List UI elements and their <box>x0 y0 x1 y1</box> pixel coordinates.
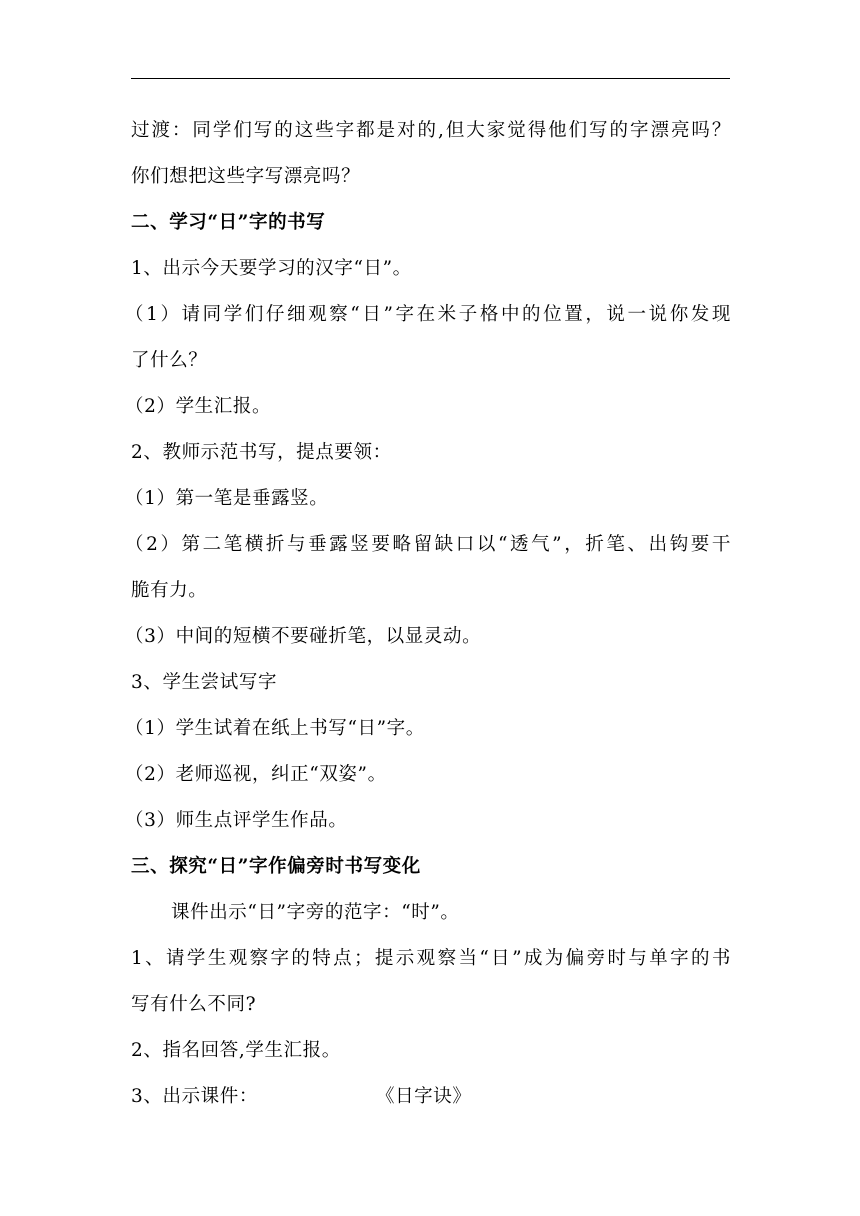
task-3-title: 《日字诀》 <box>375 1086 472 1107</box>
step-3-item-1: （1）学生试着在纸上书写“日”字。 <box>125 718 425 739</box>
transition-paragraph-line-1: 过渡：同学们写的这些字都是对的,但大家觉得他们写的字漂亮吗？ <box>131 120 731 141</box>
step-2-item-1: （1）第一笔是垂露竖。 <box>125 488 329 509</box>
step-1-item-1-line-2: 了什么？ <box>131 350 208 371</box>
task-3 <box>131 1074 731 1120</box>
step-1-title: 1、出示今天要学习的汉字“日”。 <box>131 258 412 279</box>
task-2: 2、指名回答,学生汇报。 <box>131 1040 341 1061</box>
step-2-item-2-line-1: （2）第二笔横折与垂露竖要略留缺口以“透气”，折笔、出钩要干 <box>125 534 731 555</box>
task-1-line-2: 写有什么不同? <box>131 994 257 1015</box>
step-3-item-3: （3）师生点评学生作品。 <box>125 810 348 831</box>
document-body <box>125 108 731 1120</box>
step-2-item-2-line-2: 脆有力。 <box>131 580 208 601</box>
step-3-item-2: （2）老师巡视，纠正“双姿”。 <box>125 764 387 785</box>
task-3-label: 3、出示课件： <box>131 1086 258 1107</box>
step-2-title: 2、教师示范书写，提点要领： <box>131 442 392 463</box>
section-heading-3: 三、探究“日”字作偏旁时书写变化 <box>131 856 421 877</box>
step-2-item-3: （3）中间的短横不要碰折笔，以显灵动。 <box>125 626 482 647</box>
courseware-intro: 课件出示“日”字旁的范字：“时”。 <box>171 902 460 923</box>
transition-paragraph-line-2: 你们想把这些字写漂亮吗？ <box>131 166 361 187</box>
step-3-title: 3、学生尝试写字 <box>131 672 278 693</box>
step-1-item-2: （2）学生汇报。 <box>125 396 272 417</box>
header-rule <box>131 78 730 79</box>
section-heading-2: 二、学习“日”字的书写 <box>131 212 326 233</box>
step-1-item-1-line-1: （1）请同学们仔细观察“日”字在米子格中的位置，说一说你发现 <box>125 304 731 325</box>
task-1-line-1: 1、请学生观察字的特点；提示观察当“日”成为偏旁时与单字的书 <box>131 948 731 969</box>
